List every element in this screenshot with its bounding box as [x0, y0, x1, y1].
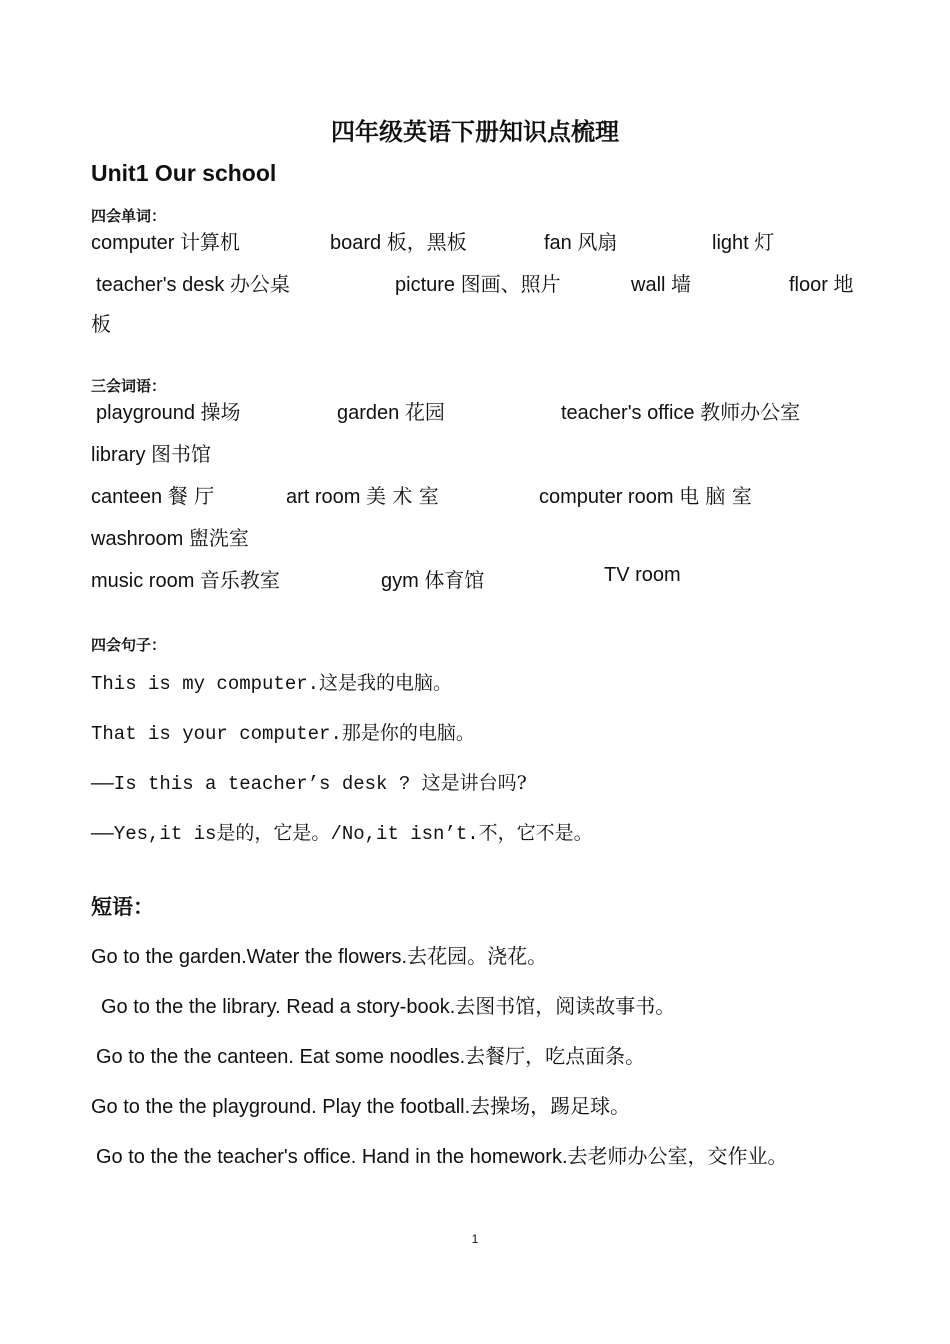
- phrase-item: Go to the the canteen. Eat some noodles.去餐厅，吃点面条。: [96, 1044, 646, 1068]
- word-item: washroom 盥洗室: [91, 526, 249, 550]
- word-item: art room 美 术 室: [286, 484, 439, 508]
- word-item: wall 墙: [631, 272, 692, 296]
- word-item: music room 音乐教室: [91, 568, 280, 592]
- word-item-continued: 板: [91, 312, 111, 336]
- word-item: board 板，黑板: [330, 230, 467, 254]
- sentence-item: ——Is this a teacher’s desk ? 这是讲台吗?: [91, 772, 527, 795]
- sentence-item: ——Yes,it is是的，它是。/No,it isn’t.不，它不是。: [91, 822, 593, 845]
- four-skill-words-label: 四会单词：: [91, 207, 167, 225]
- word-item: teacher's desk 办公桌: [96, 272, 290, 296]
- phrase-item: Go to the the library. Read a story-book.去图书馆，阅读故事书。: [101, 994, 676, 1018]
- word-item: canteen 餐 厅: [91, 484, 215, 508]
- word-item: gym 体育馆: [381, 568, 485, 592]
- word-item: teacher's office 教师办公室: [561, 400, 801, 424]
- word-item: computer 计算机: [91, 230, 240, 254]
- page-title: 四年级英语下册知识点梳理: [331, 118, 619, 146]
- phrase-item: Go to the garden.Water the flowers.去花园。浇花。: [91, 944, 548, 968]
- word-item: floor 地: [789, 272, 854, 296]
- phrases-label: 短语：: [91, 895, 154, 919]
- page-number: 1: [471, 1232, 479, 1246]
- phrase-item: Go to the the playground. Play the football.去操场，踢足球。: [91, 1094, 631, 1118]
- unit-title: Unit1 Our school: [91, 160, 277, 186]
- sentence-item: That is your computer.那是你的电脑。: [91, 722, 475, 745]
- three-skill-words-label: 三会词语：: [91, 377, 167, 395]
- sentences-label: 四会句子：: [91, 636, 167, 654]
- word-item: TV room: [604, 564, 681, 586]
- sentence-item: This is my computer.这是我的电脑。: [91, 672, 453, 695]
- word-item: light 灯: [712, 230, 775, 254]
- word-item: library 图书馆: [91, 442, 212, 466]
- word-item: computer room 电 脑 室: [539, 484, 752, 508]
- phrase-item: Go to the the teacher's office. Hand in the homework.去老师办公室，交作业。: [96, 1144, 788, 1168]
- word-item: garden 花园: [337, 400, 445, 424]
- word-item: fan 风扇: [544, 230, 618, 254]
- word-item: playground 操场: [96, 400, 241, 424]
- word-item: picture 图画、照片: [395, 272, 561, 296]
